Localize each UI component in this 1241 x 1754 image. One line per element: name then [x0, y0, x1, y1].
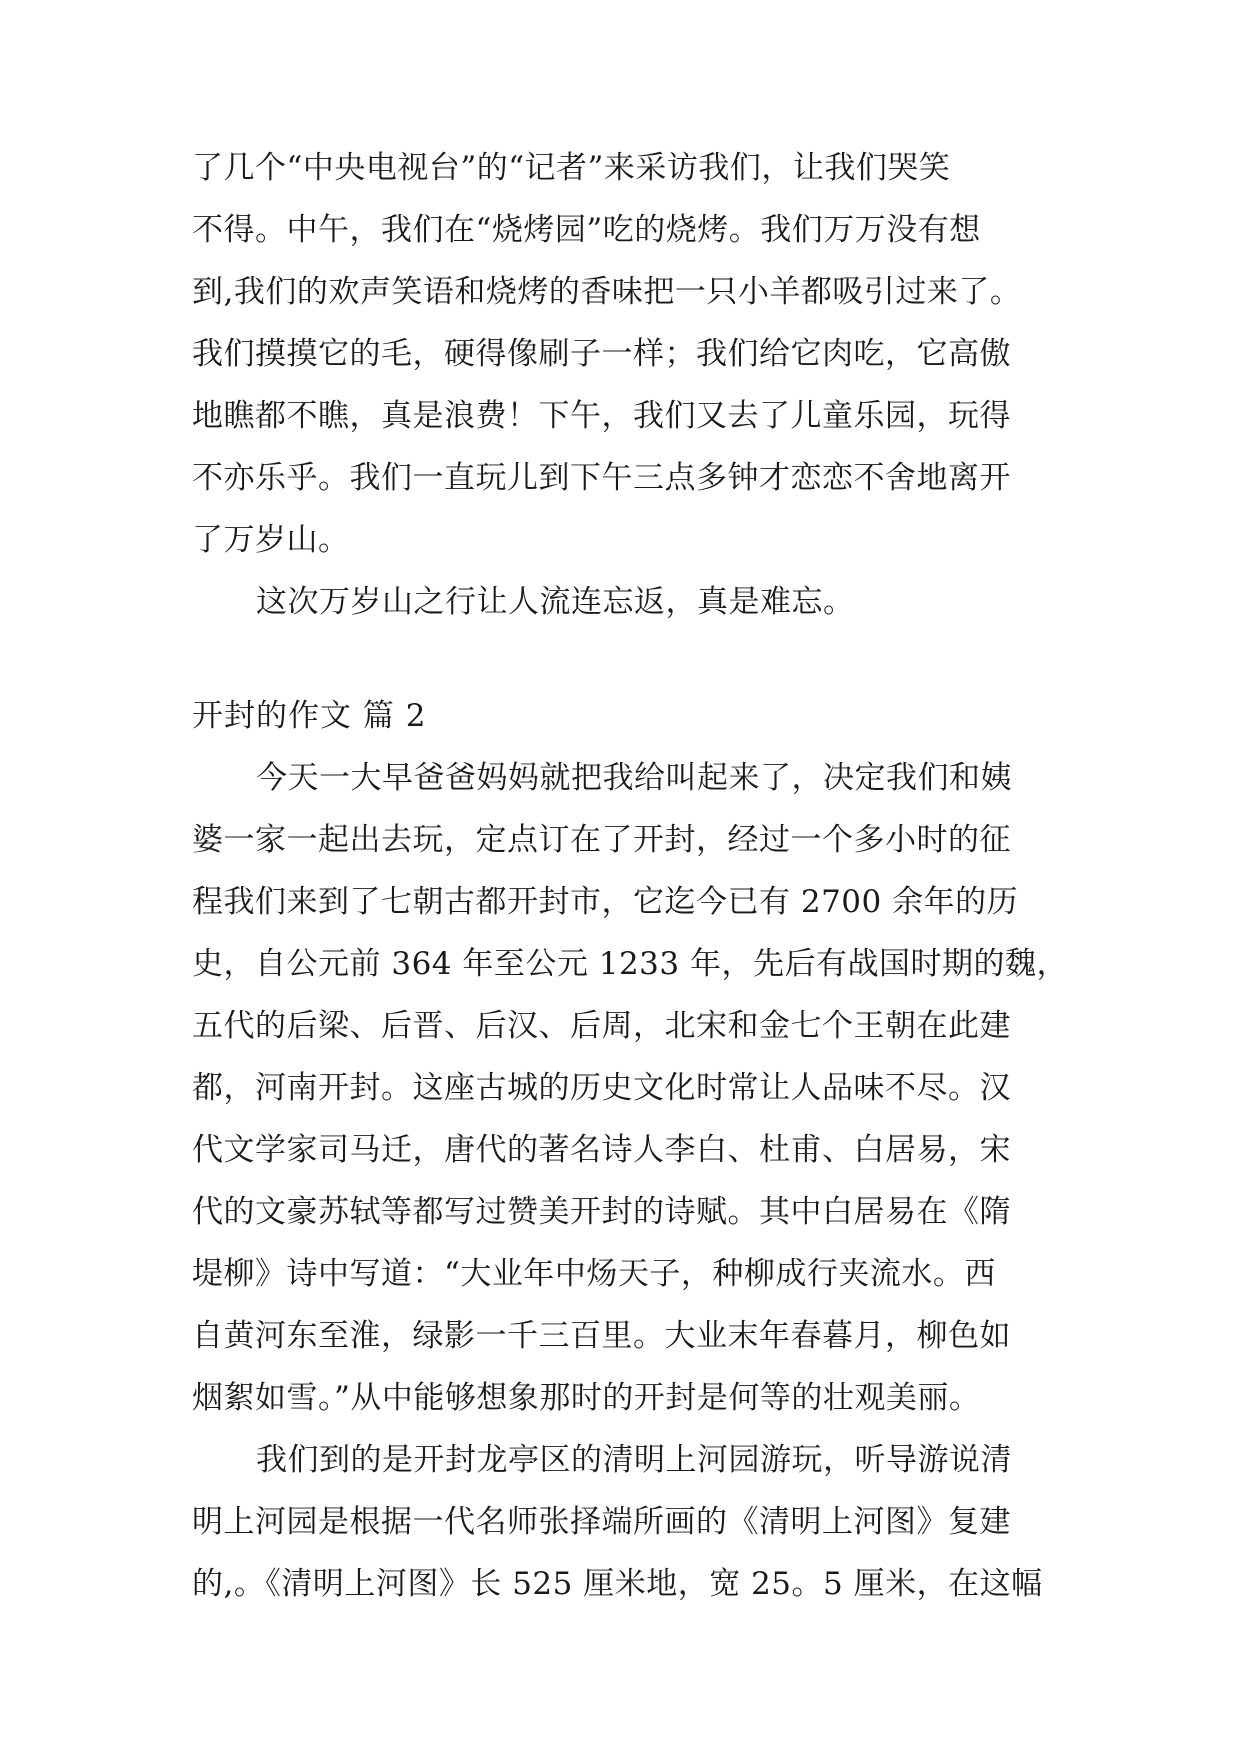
section-heading: 开封的作文 篇 2 — [192, 698, 427, 734]
text-line: 这次万岁山之行让人流连忘返，真是难忘。 — [256, 584, 855, 620]
text-line: 不得。中午，我们在“烧烤园”吃的烧烤。我们万万没有想 — [192, 212, 981, 248]
text-line: 代文学家司马迁，唐代的著名诗人李白、杜甫、白居易，宋 — [192, 1132, 1011, 1168]
text-line: 了几个“中央电视台”的“记者”来采访我们，让我们哭笑 — [192, 150, 951, 186]
text-line: 明上河园是根据一代名师张择端所画的《清明上河图》复建 — [192, 1504, 1011, 1540]
text-line: 烟絮如雪。”从中能够想象那时的开封是何等的壮观美丽。 — [192, 1380, 981, 1416]
text-line: 史，自公元前 364 年至公元 1233 年，先后有战国时期的魏， — [192, 946, 1068, 982]
text-line: 我们摸摸它的毛，硬得像刷子一样；我们给它肉吃，它高傲 — [192, 336, 1011, 372]
text-line: 今天一大早爸爸妈妈就把我给叫起来了，决定我们和姨 — [256, 760, 1012, 796]
text-line: 地瞧都不瞧，真是浪费！下午，我们又去了儿童乐园，玩得 — [192, 398, 1011, 434]
text-line: 自黄河东至淮，绿影一千三百里。大业末年春暮月，柳色如 — [192, 1318, 1011, 1354]
text-line: 的,。《清明上河图》长 525 厘米地，宽 25。5 厘米，在这幅 — [192, 1566, 1043, 1602]
text-line: 我们到的是开封龙亭区的清明上河园游玩，听导游说清 — [256, 1442, 1012, 1478]
text-line: 都，河南开封。这座古城的历史文化时常让人品味不尽。汉 — [192, 1070, 1011, 1106]
text-line: 五代的后梁、后晋、后汉、后周，北宋和金七个王朝在此建 — [192, 1008, 1011, 1044]
text-line: 堤柳》诗中写道：“大业年中炀天子，种柳成行夹流水。西 — [192, 1256, 996, 1292]
text-line: 到,我们的欢声笑语和烧烤的香味把一只小羊都吸引过来了。 — [192, 274, 1022, 310]
text-line: 婆一家一起出去玩，定点订在了开封，经过一个多小时的征 — [192, 822, 1011, 858]
text-line: 了万岁山。 — [192, 522, 350, 558]
text-line: 代的文豪苏轼等都写过赞美开封的诗赋。其中白居易在《隋 — [192, 1194, 1011, 1230]
text-line: 不亦乐乎。我们一直玩儿到下午三点多钟才恋恋不舍地离开 — [192, 460, 1011, 496]
text-line: 程我们来到了七朝古都开封市，它迄今已有 2700 余年的历 — [192, 884, 1019, 920]
